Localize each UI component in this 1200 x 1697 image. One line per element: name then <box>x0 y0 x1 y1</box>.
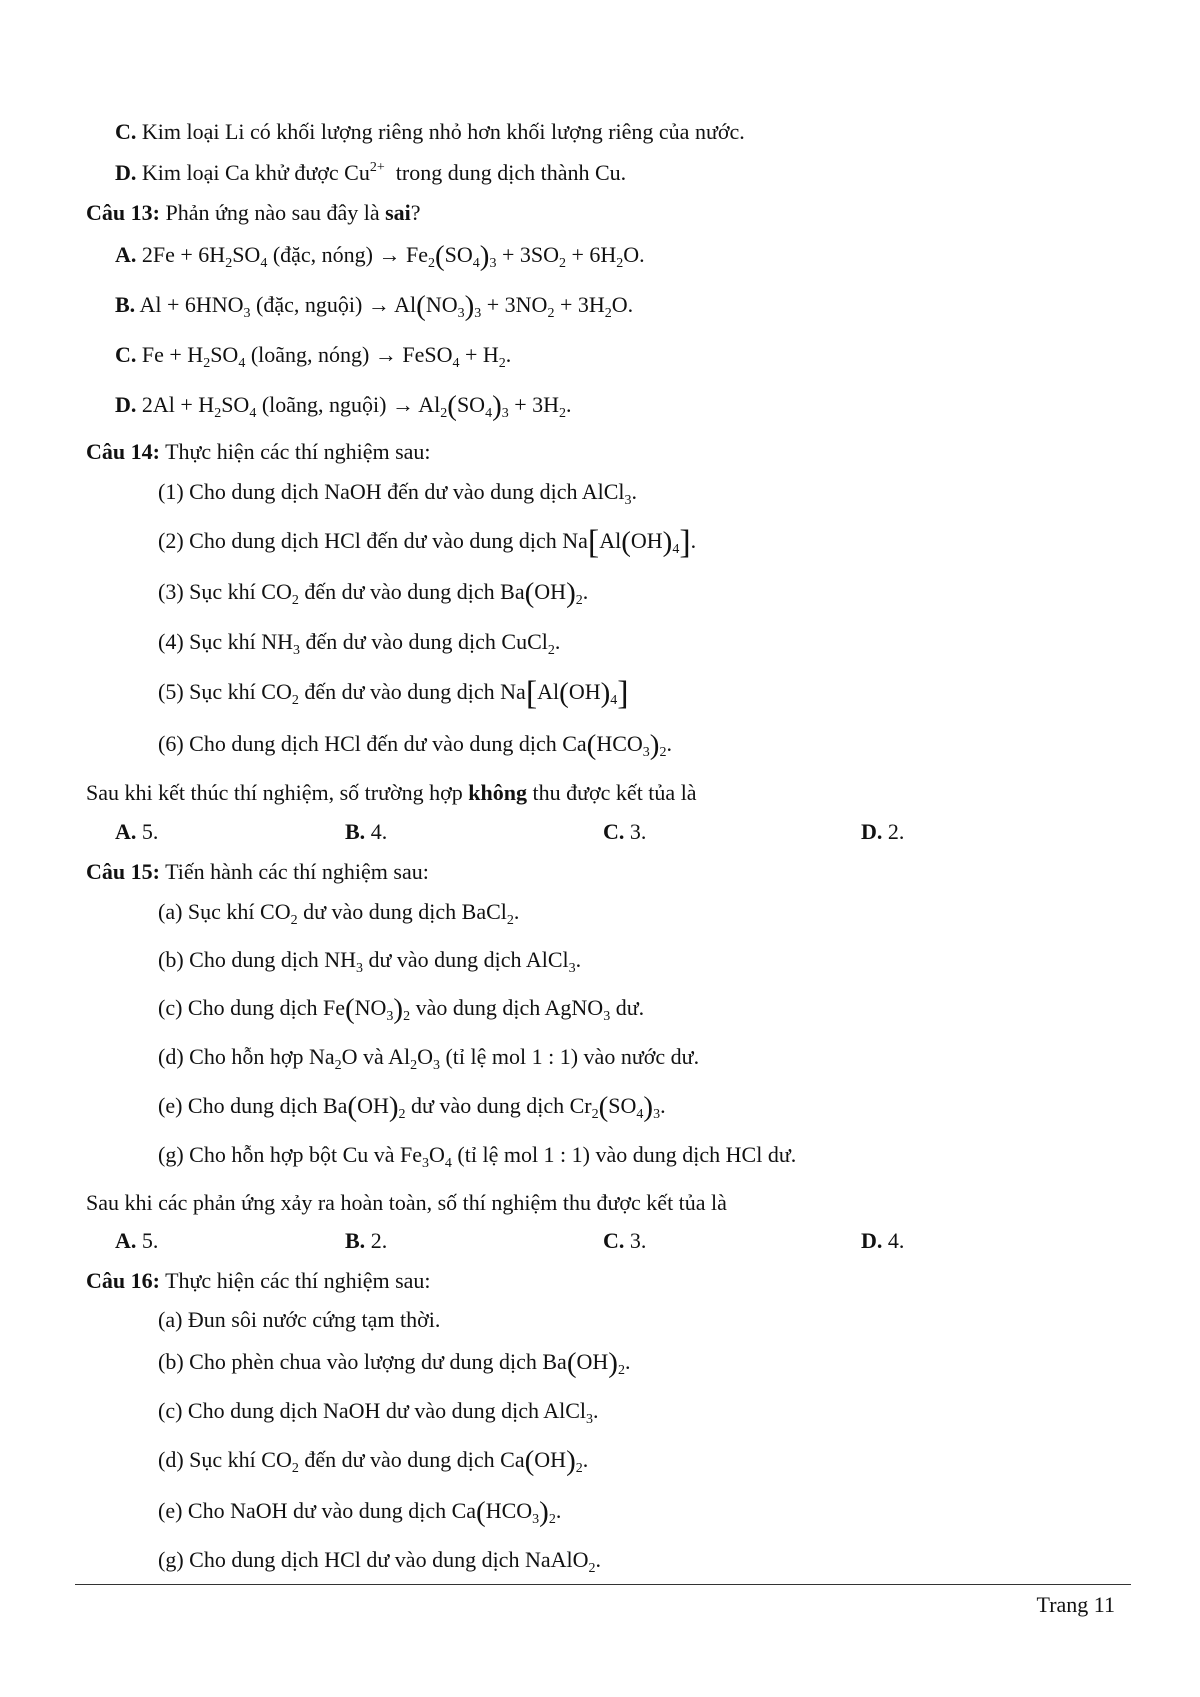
q14-item-1: (1) Cho dung dịch NaOH đến dư vào dung dịch AlCl$_3$. <box>158 479 638 508</box>
q13-option-a: A. $2Fe + 6H_2SO_4$ (đặc, nóng) → $Fe_2(SO_4)_3 + 3SO_2 + 6H_2O$. <box>115 240 645 272</box>
q15-item-d: (d) Cho hỗn hợp $Na_2O$ và $Al_2O_3$ (tỉ lệ mol 1 : 1) vào nước dư. <box>158 1044 700 1073</box>
footer-divider <box>75 1584 1131 1585</box>
q16-item-a: (a) Đun sôi nước cứng tạm thời. <box>158 1307 441 1332</box>
q14-answer-d: D. 2. <box>861 819 905 844</box>
q14-item-5: (5) Sục khí $CO_2$ đến dư vào dung dịch $Na[Al(OH)_4]$ <box>158 675 629 712</box>
q14-answer-b: B. 4. <box>345 819 388 844</box>
q15-item-a: (a) Sục khí $CO_2$ dư vào dung dịch BaCl$_2$. <box>158 899 520 928</box>
q15-prompt: Câu 15: Tiến hành các thí nghiệm sau: <box>86 859 429 884</box>
q13-option-b: B. $Al + 6HNO_3$ (đặc, nguội) → $Al(NO_3)_3 + 3NO_2 + 3H_2O$. <box>115 290 634 322</box>
q14-answer-c: C. 3. <box>603 819 647 844</box>
q13-option-d: D. $2Al + H_2SO_4$ (loãng, nguội) → $Al_2(SO_4)_3 + 3H_2$. <box>115 390 572 422</box>
q15-question: Sau khi các phản ứng xảy ra hoàn toàn, số thí nghiệm thu được kết tủa là <box>86 1190 727 1215</box>
q14-question: Sau khi kết thúc thí nghiệm, số trường hợp không thu được kết tủa là <box>86 780 697 805</box>
q16-item-e: (e) Cho NaOH dư vào dung dịch $Ca(HCO_3)_2$. <box>158 1496 562 1528</box>
q14-answer-a: A. 5. <box>115 819 159 844</box>
q16-prompt: Câu 16: Thực hiện các thí nghiệm sau: <box>86 1268 431 1293</box>
q16-item-g: (g) Cho dung dịch HCl dư vào dung dịch NaAlO$_2$. <box>158 1547 601 1576</box>
q13-option-c: C. $Fe + H_2SO_4$ (loãng, nóng) → FeSO$_4$ + $H_2$. <box>115 342 512 371</box>
q12-option-d: D. Kim loại Ca khử được $Cu^{2+}$ trong dung dịch thành Cu. <box>115 160 627 185</box>
q13-prompt: Câu 13: Phản ứng nào sau đây là sai? <box>86 200 421 225</box>
q16-item-d: (d) Sục khí $CO_2$ đến dư vào dung dịch $Ca(OH)_2$. <box>158 1445 589 1477</box>
q15-item-b: (b) Cho dung dịch $NH_3$ dư vào dung dịch AlCl$_3$. <box>158 947 582 976</box>
q15-answer-d: D. 4. <box>861 1228 905 1253</box>
q14-item-4: (4) Sục khí $NH_3$ đến dư vào dung dịch CuCl$_2$. <box>158 629 561 658</box>
q16-item-b: (b) Cho phèn chua vào lượng dư dung dịch $Ba(OH)_2$. <box>158 1347 631 1379</box>
q15-answer-c: C. 3. <box>603 1228 647 1253</box>
q14-prompt: Câu 14: Thực hiện các thí nghiệm sau: <box>86 439 431 464</box>
q16-item-c: (c) Cho dung dịch NaOH dư vào dung dịch AlCl$_3$. <box>158 1398 599 1427</box>
q15-item-e: (e) Cho dung dịch $Ba(OH)_2$ dư vào dung dịch $Cr_2(SO_4)_3$. <box>158 1091 666 1123</box>
q15-answer-b: B. 2. <box>345 1228 388 1253</box>
q15-item-c: (c) Cho dung dịch $Fe(NO_3)_2$ vào dung dịch AgNO$_3$ dư. <box>158 993 645 1025</box>
q14-item-2: (2) Cho dung dịch HCl đến dư vào dung dịch $Na[Al(OH)_4]$. <box>158 524 697 561</box>
q14-item-6: (6) Cho dung dịch HCl đến dư vào dung dịch $Ca(HCO_3)_2$. <box>158 729 672 761</box>
q12-option-c: C. Kim loại Li có khối lượng riêng nhỏ hơn khối lượng riêng của nước. <box>115 119 745 144</box>
q15-answer-a: A. 5. <box>115 1228 159 1253</box>
q14-item-3: (3) Sục khí $CO_2$ đến dư vào dung dịch $Ba(OH)_2$. <box>158 577 589 609</box>
page-number: Trang 11 <box>1036 1592 1115 1617</box>
q15-item-g: (g) Cho hỗn hợp bột Cu và $Fe_3O_4$ (tỉ lệ mol 1 : 1) vào dung dịch HCl dư. <box>158 1142 797 1171</box>
